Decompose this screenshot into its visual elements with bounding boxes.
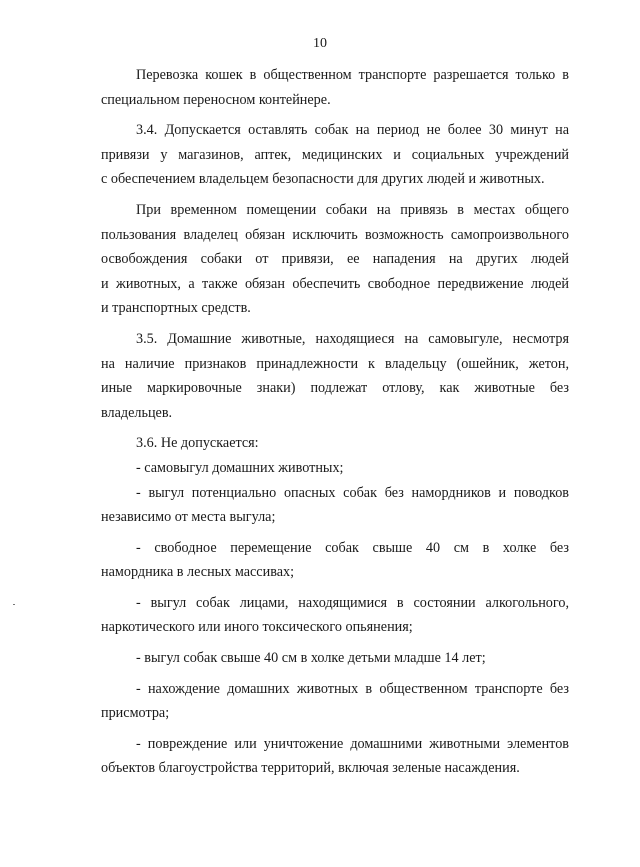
text-line: пользования владелец обязан исключить возможность самопроизвольного	[101, 226, 569, 243]
text-line: и животных, а также обязан обеспечить свободное передвижение людей	[101, 275, 569, 292]
list-item-continuation: объектов благоустройства территорий, включая зеленые насаждения.	[101, 760, 520, 777]
clause-heading: 3.6. Не допускается:	[136, 435, 259, 452]
text-line: и транспортных средств.	[101, 300, 251, 317]
list-item: - выгул собак лицами, находящимися в состоянии алкогольного,	[136, 594, 569, 611]
text-line: 3.4. Допускается оставлять собак на период не более 30 минут на	[136, 122, 569, 139]
list-item: - самовыгул домашних животных;	[136, 459, 344, 476]
clause-3-6	[101, 431, 569, 781]
text-line: на наличие признаков принадлежности к владельцу (ошейник, жетон,	[101, 355, 569, 372]
text-line: владельцев.	[101, 404, 173, 421]
text-line: При временном помещении собаки на привязь в местах общего	[136, 201, 569, 218]
scan-mark	[13, 604, 15, 605]
text-line: освобождения собаки от привязи, ее нападения на других людей	[101, 251, 569, 268]
list-item: - повреждение или уничтожение домашними животными элементов	[136, 735, 569, 752]
list-item-continuation: намордника в лесных массивах;	[101, 564, 295, 581]
paragraph-cat-transport	[101, 63, 569, 112]
text-line: Перевозка кошек в общественном транспорте разрешается только в	[136, 67, 569, 83]
list-item: - нахождение домашних животных в общественном транспорте без	[136, 680, 569, 697]
list-item-continuation: независимо от места выгула;	[101, 509, 276, 526]
text-line: иные маркировочные знаки) подлежат отлову, как животные без	[101, 380, 569, 397]
clause-3-4	[101, 118, 569, 192]
list-item: - выгул собак свыше 40 см в холке детьми младше 14 лет;	[136, 650, 486, 667]
text-line: с обеспечением владельцем безопасности для других людей и животных.	[101, 171, 545, 188]
text-line: специальном переносном контейнере.	[101, 91, 331, 108]
text-line: привязи у магазинов, аптек, медицинских и социальных учреждений	[101, 146, 569, 163]
clause-3-5	[101, 327, 569, 425]
list-item-continuation: присмотра;	[101, 705, 170, 722]
page-number: 10	[313, 36, 327, 51]
list-item-continuation: наркотического или иного токсического опьянения;	[101, 619, 413, 636]
document-body	[101, 63, 569, 781]
paragraph-tethering	[101, 198, 569, 321]
text-line: 3.5. Домашние животные, находящиеся на самовыгуле, несмотря	[136, 330, 569, 347]
list-item: - свободное перемещение собак свыше 40 см в холке без	[136, 539, 569, 556]
list-item: - выгул потенциально опасных собак без намордников и поводков	[136, 484, 569, 501]
